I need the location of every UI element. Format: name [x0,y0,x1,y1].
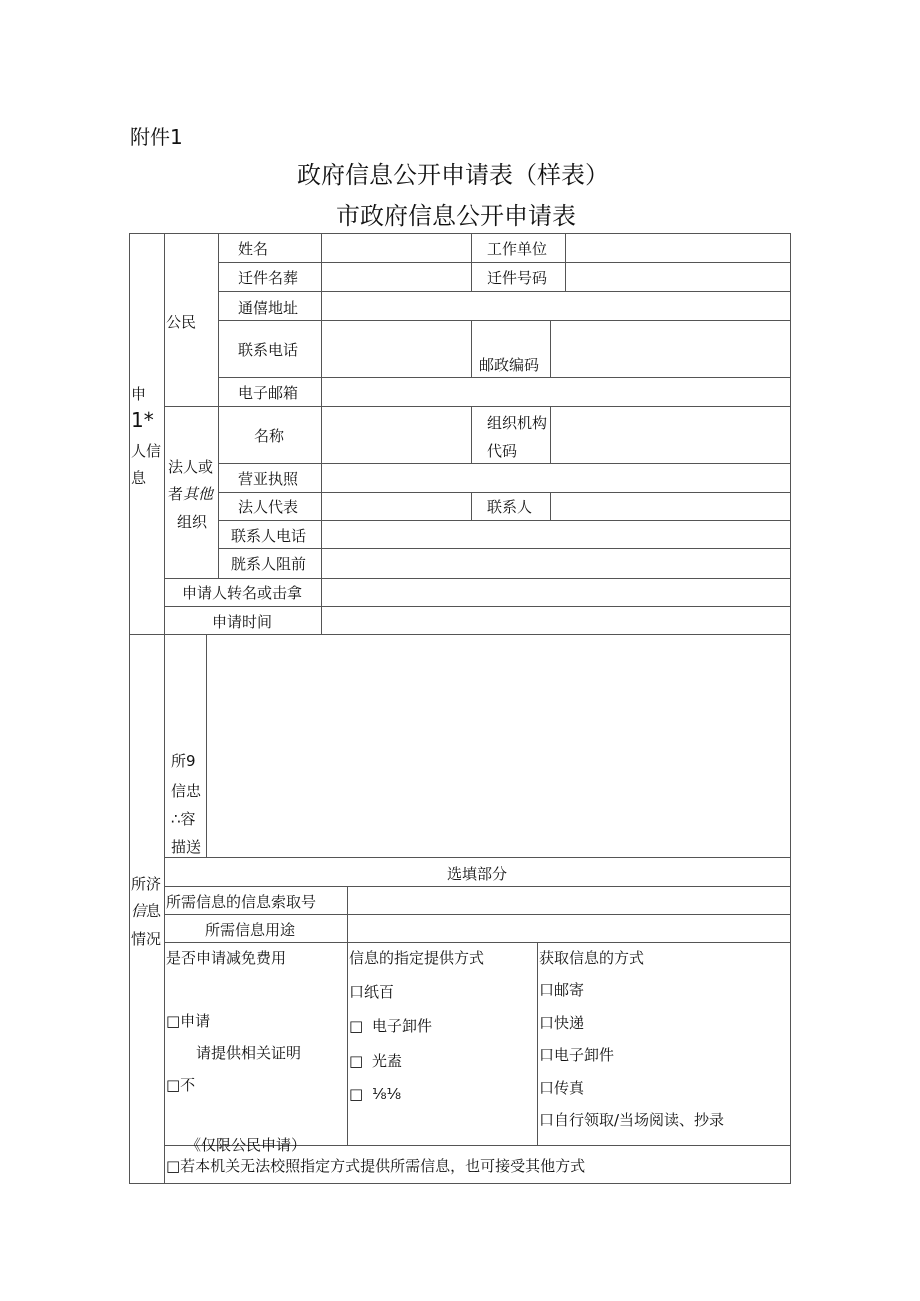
org-code-input[interactable] [551,407,789,462]
apply-time-input[interactable] [322,607,789,633]
legal-rep-input[interactable] [322,493,470,519]
id-name-input[interactable] [322,263,470,290]
org-label-1: 法人或 [168,458,214,476]
desc-label-4: 描送 [171,838,202,856]
page-title: 政府信息公开申请表（样表） [297,161,609,189]
org-label-3: 组织 [177,513,208,531]
id-number-label: 迁件号码 [487,269,548,287]
provide-other-checkbox[interactable]: □ [349,1085,364,1103]
org-name-input[interactable] [322,407,470,462]
org-label-2a: 者 [168,485,184,503]
fee-title: 是否申请减免费用 [166,949,287,967]
obtain-express-option[interactable]: 口快递 [539,1014,585,1032]
obtain-fax-option[interactable]: 口传真 [539,1079,585,1097]
info-label-2 [131,902,161,920]
obtain-email-option[interactable]: 口电子卸件 [539,1046,615,1064]
org-name-label: 名称 [254,427,285,445]
provide-title: 信息的指定提供方式 [349,949,485,967]
applicant-label-3: 人信 [131,442,162,460]
contact-email-label: 胱系人阻前 [231,555,307,573]
contact-input[interactable] [551,493,789,519]
license-label: 营亚执照 [238,470,299,488]
id-number-input[interactable] [566,263,789,290]
signature-label: 申请人转名或击拿 [182,584,303,602]
phone-input[interactable] [322,321,470,376]
provide-disc-label: 光盍 [372,1052,403,1070]
obtain-title: 获取信息的方式 [539,949,645,967]
contact-phone-label: 联系人电话 [231,527,307,545]
fee-citizen-only-clip [165,1130,346,1154]
work-unit-label: 工作单位 [487,240,548,258]
info-label-1: 所济 [131,875,162,893]
postcode-input[interactable] [551,321,789,376]
applicant-label-4: 息 [131,469,147,487]
email-input[interactable] [322,378,789,405]
signature-input[interactable] [322,579,789,605]
contact-email-input[interactable] [322,549,789,577]
provide-disc-checkbox[interactable]: □ [349,1052,364,1070]
fee-proof-note: 请提供相关证明 [196,1044,302,1062]
desc-label-1: 所9 [171,752,196,770]
org-code-label-2: 代码 [487,442,518,460]
provide-email-label: 电子卸件 [372,1017,433,1035]
description-textarea[interactable] [207,635,789,856]
org-label-2b: 其他 [183,485,214,503]
legal-rep-label: 法人代表 [238,498,299,516]
fee-apply-option[interactable]: □申请 [166,1012,211,1030]
purpose-input[interactable] [348,915,789,941]
accept-alternative-option[interactable]: □若本机关无法校照指定方式提供所需信息，也可接受其他方式 [166,1157,586,1175]
citizen-label: 公民 [166,313,197,331]
fee-no-option[interactable]: □不 [166,1076,196,1094]
optional-header: 选填部分 [447,865,508,883]
desc-label-3: ∴容 [171,810,196,828]
info-label-3: 情况 [131,930,162,948]
address-label: 通僖地址 [238,299,299,317]
fee-citizen-only: 《仅限公民申请） [186,1136,307,1154]
applicant-label-1: 申 [131,385,147,403]
provide-email-checkbox[interactable]: □ [349,1017,364,1035]
provide-paper-option[interactable]: 口纸百 [349,983,395,1001]
info-label-2b: 息 [146,902,162,920]
provide-other-label: ⅛⅛ [372,1085,402,1103]
name-label: 姓名 [238,240,269,258]
org-code-label-1: 组织机构 [487,414,548,432]
form-title: 市政府信息公开申请表 [336,202,576,230]
purpose-label: 所需信息用途 [205,921,296,939]
obtain-self-pickup-option[interactable]: 口自行领取/当场阅读、抄录 [539,1111,725,1129]
id-name-label: 迁件名葬 [238,269,299,287]
org-label-2 [168,485,213,503]
attachment-label: 附件1 [130,125,183,149]
work-unit-input[interactable] [566,234,789,261]
license-input[interactable] [322,464,789,491]
name-input[interactable] [322,234,470,261]
phone-label: 联系电话 [238,341,299,359]
email-label: 电子邮箱 [238,384,299,402]
contact-label: 联系人 [487,498,533,516]
apply-time-label: 申请时间 [212,613,273,631]
desc-label-2: 信忠 [171,782,202,800]
applicant-label-2: 1* [131,408,154,432]
postcode-label: 邮政编码 [479,356,540,374]
index-no-label: 所需信息的信息索取号 [166,893,317,911]
address-input[interactable] [322,292,789,319]
obtain-mail-option[interactable]: 口邮寄 [539,981,585,999]
index-no-input[interactable] [348,887,789,913]
info-label-2a: 信 [131,902,147,920]
contact-phone-input[interactable] [322,521,789,547]
